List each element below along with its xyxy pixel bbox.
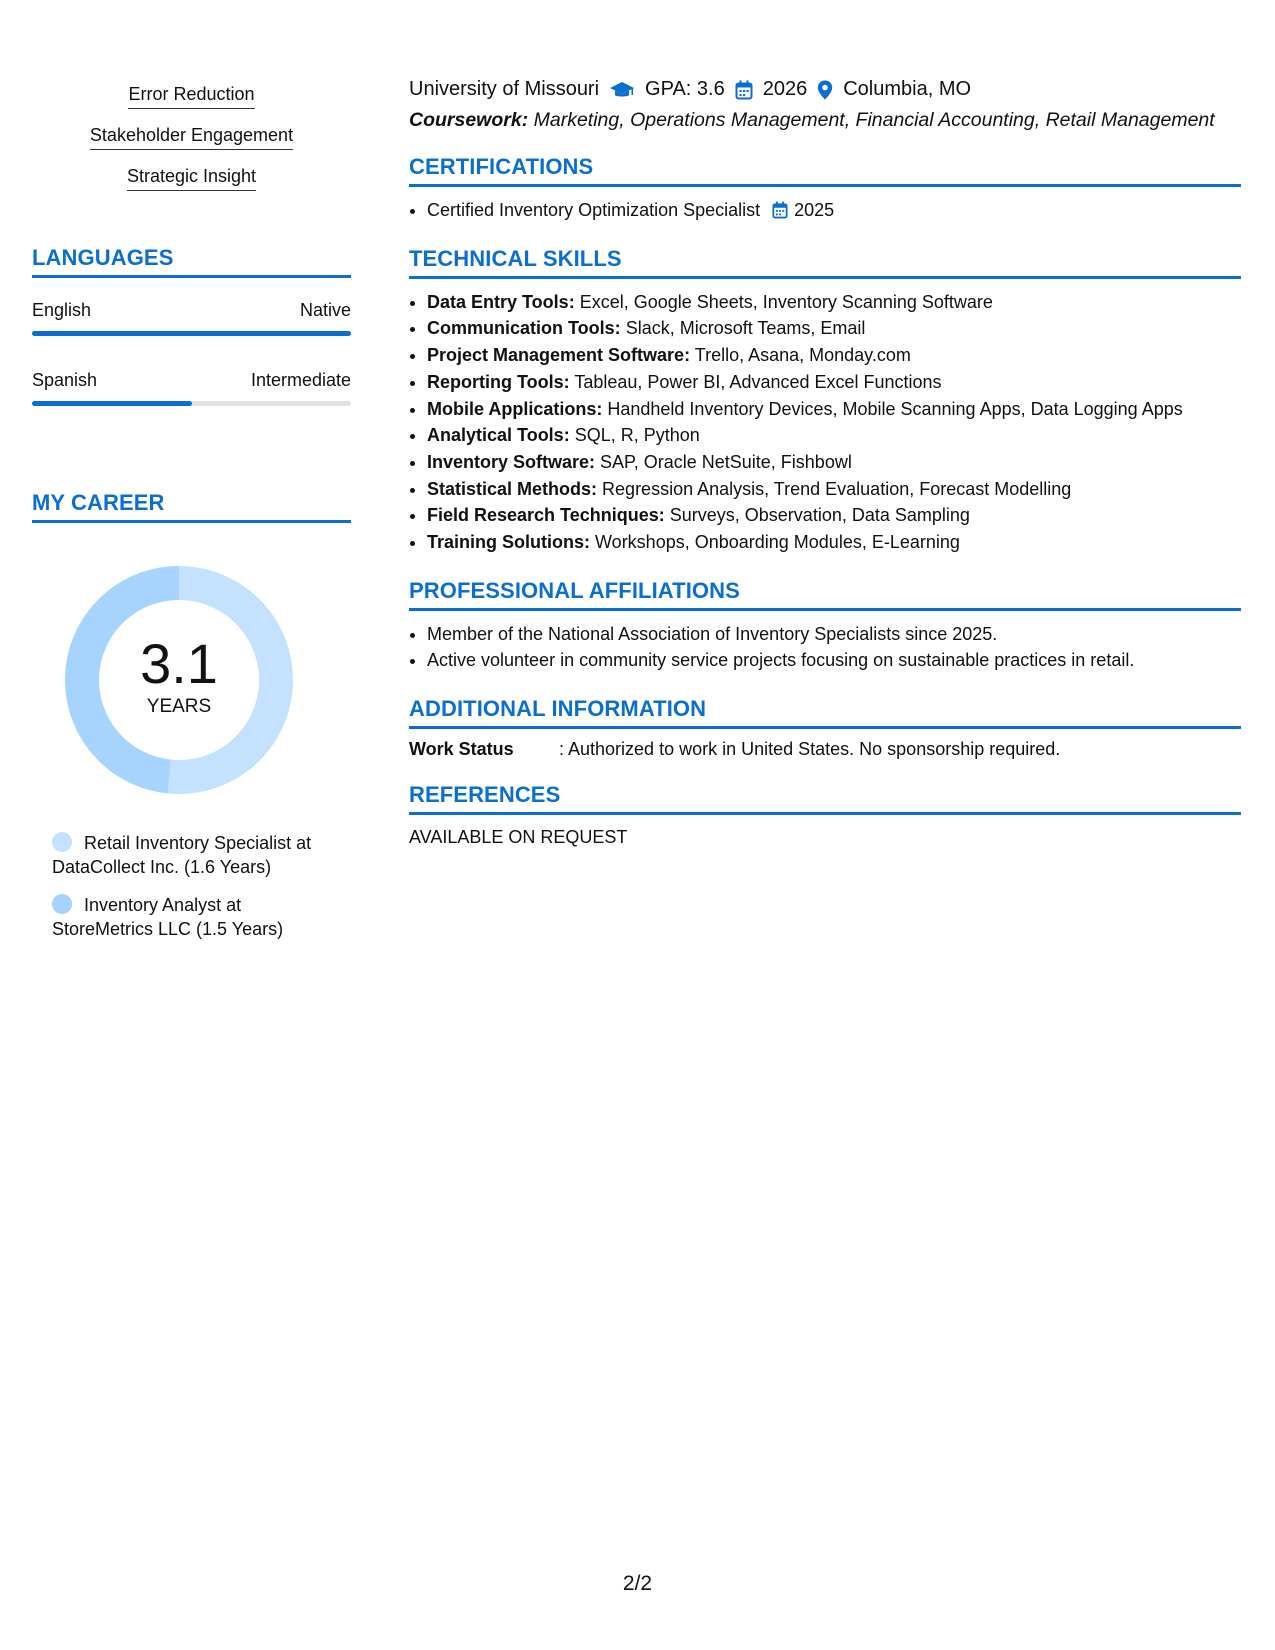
technical-skill-item <box>427 502 1241 529</box>
references-section <box>409 782 1241 848</box>
career-title: MY CAREER <box>32 490 351 523</box>
technical-skills-title: TECHNICAL SKILLS <box>409 246 1241 279</box>
skill-label: Inventory Software: <box>427 451 596 472</box>
career-total-unit: YEARS <box>146 696 212 717</box>
skill-label: Mobile Applications: <box>427 398 603 419</box>
skill-label: Reporting Tools: <box>427 371 570 392</box>
certification-name: • Certified Inventory Optimization Specialist <box>427 200 761 220</box>
skill-value: Workshops, Onboarding Modules, E-Learning <box>595 532 960 553</box>
technical-skills-list <box>409 289 1241 556</box>
skill-value: Excel, Google Sheets, Inventory Scanning Software <box>579 291 993 312</box>
location: Columbia, MO <box>843 78 972 100</box>
language-name: Spanish <box>32 370 98 390</box>
legend-item <box>52 831 342 879</box>
coursework-label: Coursework: <box>409 109 529 131</box>
legend-label: Inventory Analyst at StoreMetrics LLC (1.5 Years) <box>52 895 284 939</box>
work-status-label: Work Status <box>409 739 514 760</box>
language-level: Intermediate <box>250 370 351 390</box>
technical-skills-section <box>409 246 1241 556</box>
gpa: GPA: 3.6 <box>645 78 725 100</box>
certifications-title: CERTIFICATIONS <box>409 154 1241 187</box>
map-pin-icon <box>817 80 833 100</box>
skill-value: Handheld Inventory Devices, Mobile Scanning Apps, Data Logging Apps <box>607 398 1183 419</box>
school-name: University of Missouri <box>409 78 600 100</box>
references-title: REFERENCES <box>409 782 1241 815</box>
certification-item <box>427 197 1241 224</box>
certifications-section <box>409 154 1241 224</box>
skill-value: Trello, Asana, Monday.com <box>694 345 911 366</box>
skill-list <box>32 84 351 207</box>
skill-item: Stakeholder Engagement <box>90 125 293 150</box>
skill-label: Field Research Techniques: <box>427 505 665 526</box>
career-total-value: 3.1 <box>140 632 218 695</box>
skill-item: Error Reduction <box>128 84 254 109</box>
right-column <box>409 78 1241 848</box>
legend-item <box>52 893 342 941</box>
work-status-row <box>409 739 1241 760</box>
technical-skill-item <box>427 529 1241 556</box>
technical-skill-item <box>427 422 1241 449</box>
technical-skill-item <box>427 476 1241 503</box>
language-bar-fill <box>32 401 192 406</box>
skill-value: Regression Analysis, Trend Evaluation, Forecast Modelling <box>602 478 1072 499</box>
coursework <box>409 109 1241 132</box>
legend-dot <box>52 894 72 914</box>
languages-section <box>32 245 351 406</box>
additional-info-title: ADDITIONAL INFORMATION <box>409 696 1241 729</box>
calendar-icon <box>772 201 788 219</box>
affiliations-list <box>409 621 1241 674</box>
affiliation-item: • Member of the National Association of Inventory Specialists since 2025. <box>427 621 1241 648</box>
language-bar <box>32 401 351 406</box>
language-name: English <box>32 300 92 320</box>
skill-value: SQL, R, Python <box>574 425 700 446</box>
education-line <box>409 78 1241 101</box>
skill-label: Training Solutions: <box>427 532 590 553</box>
technical-skill-item <box>427 396 1241 423</box>
references-text: AVAILABLE ON REQUEST <box>409 827 628 848</box>
skill-value: Tableau, Power BI, Advanced Excel Functions <box>574 371 942 392</box>
skill-label: Analytical Tools: <box>427 425 570 446</box>
skill-label: Communication Tools: <box>427 318 621 339</box>
language-english <box>32 300 351 336</box>
skill-value: SAP, Oracle NetSuite, Fishbowl <box>600 451 852 472</box>
language-bar-fill <box>32 331 351 336</box>
additional-info-section <box>409 696 1241 760</box>
left-column <box>32 84 351 955</box>
legend-dot <box>52 832 72 852</box>
career-donut-center <box>64 565 294 795</box>
affiliations-section <box>409 578 1241 674</box>
page-number: 2/2 <box>622 1572 653 1595</box>
certification-year: 2025 <box>794 200 835 220</box>
legend-label: Retail Inventory Specialist at DataCollect Inc. (1.6 Years) <box>52 833 312 877</box>
languages-title: LANGUAGES <box>32 245 351 278</box>
graduation-cap-icon <box>609 80 635 100</box>
coursework-list: Marketing, Operations Management, Financial Accounting, Retail Management <box>533 109 1215 131</box>
technical-skill-item <box>427 289 1241 316</box>
skill-value: Slack, Microsoft Teams, Email <box>625 318 866 339</box>
certifications-list <box>409 197 1241 224</box>
career-section <box>32 490 351 941</box>
skill-label: Statistical Methods: <box>427 478 598 499</box>
language-level: Native <box>299 300 351 320</box>
affiliations-title: PROFESSIONAL AFFILIATIONS <box>409 578 1241 611</box>
language-spanish <box>32 370 351 406</box>
calendar-icon <box>735 80 753 100</box>
affiliation-item: • Active volunteer in community service projects focusing on sustainable practices in retail. <box>427 647 1241 674</box>
skill-item: Strategic Insight <box>127 166 256 191</box>
technical-skill-item <box>427 369 1241 396</box>
graduation-year: 2026 <box>762 78 808 100</box>
technical-skill-item <box>427 342 1241 369</box>
skill-value: Surveys, Observation, Data Sampling <box>669 505 970 526</box>
work-status-value: : Authorized to work in United States. No sponsorship required. <box>559 739 1061 760</box>
skill-label: Project Management Software: <box>427 345 691 366</box>
career-donut <box>64 565 294 795</box>
language-bar <box>32 331 351 336</box>
technical-skill-item <box>427 315 1241 342</box>
career-legend <box>52 831 342 941</box>
technical-skill-item <box>427 449 1241 476</box>
skill-label: Data Entry Tools: <box>427 291 575 312</box>
